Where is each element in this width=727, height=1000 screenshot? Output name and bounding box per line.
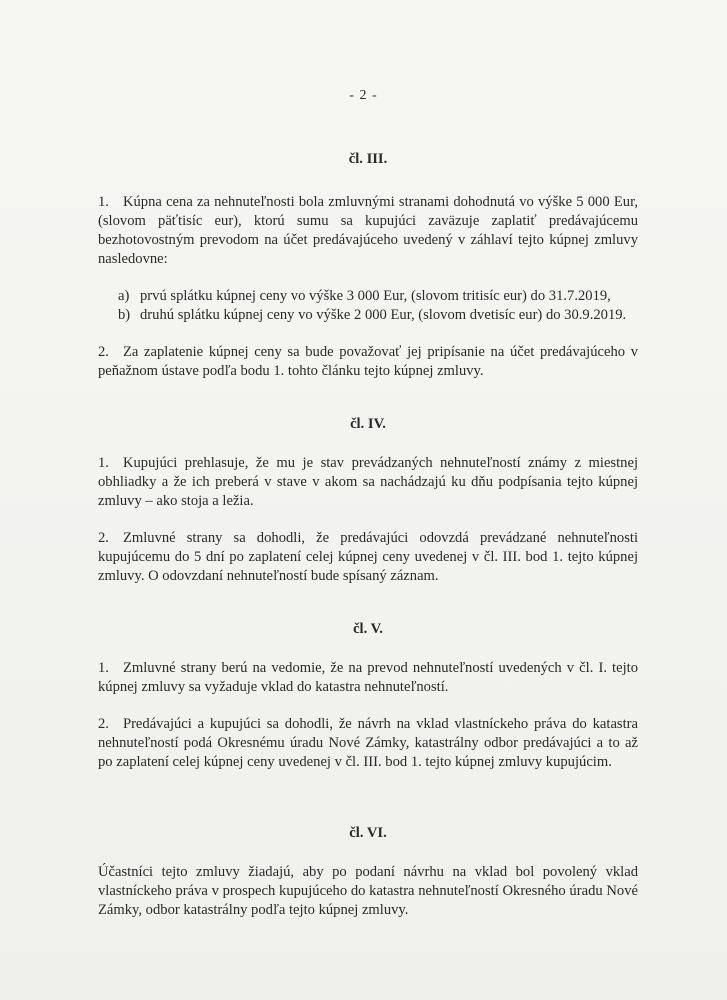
article-v-paragraph-2 [98, 715, 638, 772]
article-heading-iii: čl. III. [348, 151, 388, 167]
article-iii-paragraph-1 [98, 193, 638, 269]
list-item [118, 306, 638, 325]
list-marker: b) [118, 307, 131, 323]
paragraph-number: 1. [98, 455, 109, 471]
page-number: - 2 - [349, 88, 378, 103]
list-text: druhú splátku kúpnej ceny vo výške 2 000 Eur, (slovom dvetisíc eur) do 30.9.2019. [140, 307, 627, 323]
article-iii-paragraph-2 [98, 343, 638, 381]
paragraph-number: 2. [98, 530, 109, 546]
article-heading-vi: čl. VI. [349, 825, 387, 841]
installment-list [98, 287, 638, 325]
paragraph-text: Za zaplatenie kúpnej ceny sa bude považovať jej pripísanie na účet predávajúceho v peňažnom ústave podľa bodu 1. tohto článku tejto kúpnej zmluvy. [98, 344, 638, 379]
article-iv-paragraph-2 [98, 529, 638, 586]
article-v-paragraph-1 [98, 659, 638, 697]
paragraph-text: Kúpna cena za nehnuteľnosti bola zmluvnými stranami dohodnutá vo výške 5 000 Eur, (slovom päťtisíc eur), ktorú sumu sa kupujúci zaväzuje zaplatiť predávajúcemu bezhotovostným prevodom na účet predávajúceho uvedený v záhlaví tejto kúpnej zmluvy nasledovne: [98, 194, 638, 267]
contract-body [98, 150, 638, 920]
list-marker: a) [118, 288, 130, 304]
paragraph-number: 1. [98, 194, 109, 210]
list-item [118, 287, 638, 306]
article-heading-v: čl. V. [353, 621, 383, 637]
paragraph-text: Zmluvné strany sa dohodli, že predávajúci odovzdá prevádzané nehnuteľnosti kupujúcemu do 5 dní po zaplatení celej kúpnej ceny uvedenej v čl. III. bod 1. tejto kúpnej zmluvy. O odovzdaní nehnuteľností bude spísaný záznam. [98, 530, 638, 584]
article-vi-paragraph: Účastníci tejto zmluvy žiadajú, aby po podaní návrhu na vklad bol povolený vklad vlastníckeho práva v prospech kupujúceho do katastra nehnuteľností Okresného úradu Nové Zámky, odbor katastrálny podľa tejto kúpnej zmluvy. [98, 864, 638, 918]
list-text: prvú splátku kúpnej ceny vo výške 3 000 Eur, (slovom tritisíc eur) do 31.7.2019, [140, 288, 611, 304]
paragraph-text: Predávajúci a kupujúci sa dohodli, že návrh na vklad vlastníckeho práva do katastra nehnuteľností podá Okresnému úradu Nové Zámky, katastrálny odbor predávajúci a to až po zaplatení celej kúpnej ceny uvedenej v čl. III. bod 1. tejto kúpnej zmluvy kupujúcim. [98, 716, 638, 770]
article-iv-paragraph-1 [98, 454, 638, 511]
paragraph-number: 2. [98, 716, 109, 732]
paragraph-number: 2. [98, 344, 109, 360]
paragraph-number: 1. [98, 660, 109, 676]
article-heading-iv: čl. IV. [350, 416, 386, 432]
paragraph-text: Zmluvné strany berú na vedomie, že na prevod nehnuteľností uvedených v čl. I. tejto kúpnej zmluvy sa vyžaduje vklad do katastra nehnuteľností. [98, 660, 638, 695]
paragraph-text: Kupujúci prehlasuje, že mu je stav prevádzaných nehnuteľností známy z miestnej obhliadky a že ich preberá v stave v akom sa nachádzajú ku dňu podpísania tejto kúpnej zmluvy – ako stoja a ležia. [98, 455, 638, 509]
